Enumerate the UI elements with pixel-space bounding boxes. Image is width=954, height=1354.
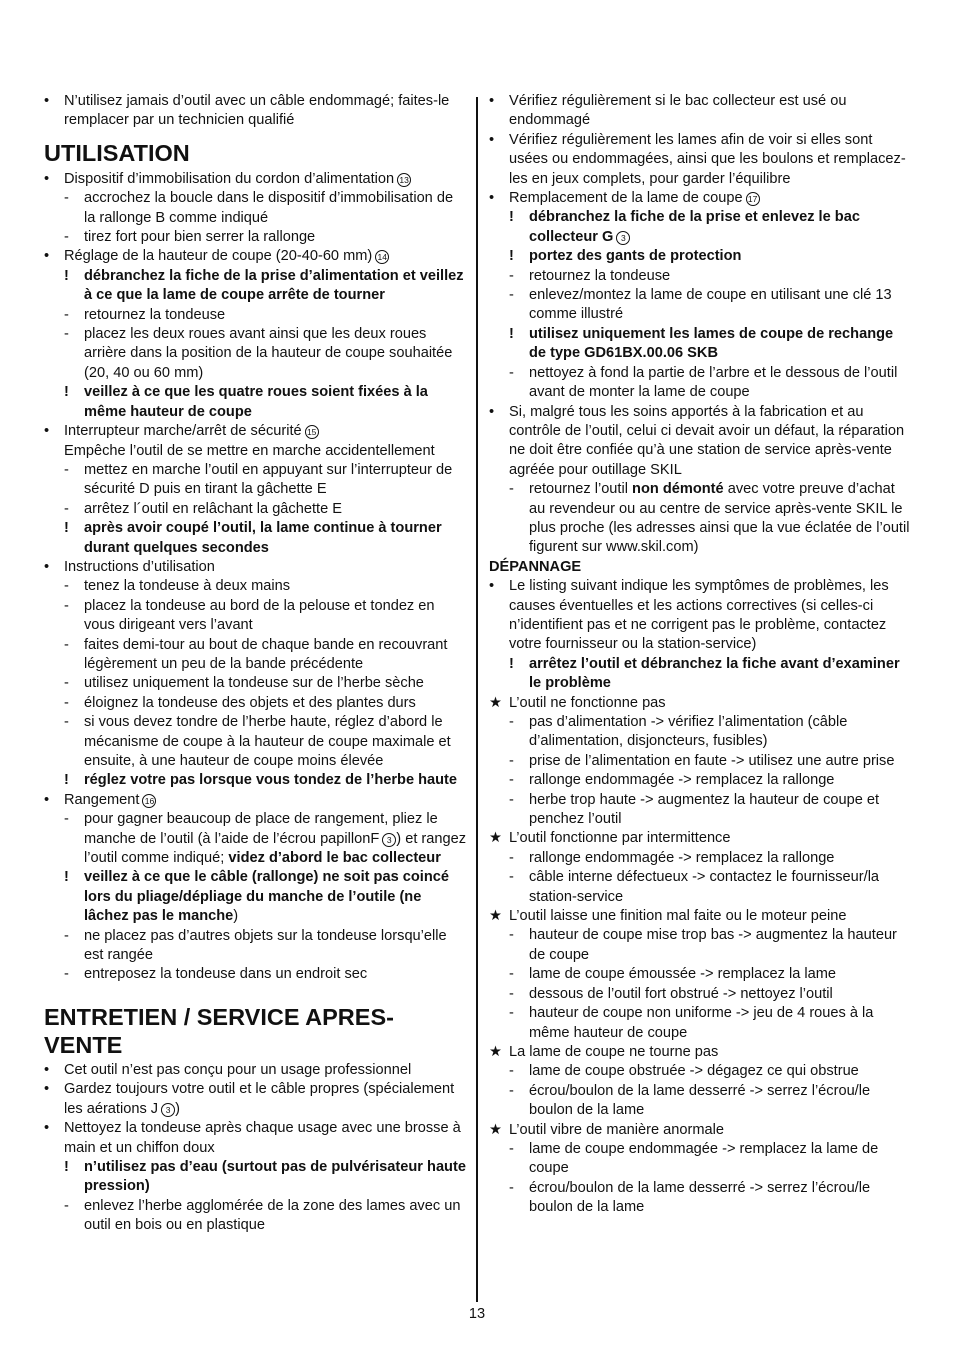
list-item: - herbe trop haute -> augmentez la hauteur de coupe et penchez l’outil bbox=[509, 791, 880, 828]
list-item: - si vous devez tondre de l’herbe haute, réglez d’abord le mécanisme de coupe à la hauteur de coupe maximale et ensuite, à une hauteur de coupe moins élevée bbox=[64, 714, 451, 769]
blade-replacement-item: • Remplacement de la lame de coupe 17 bbox=[489, 189, 913, 208]
list-item: - accrochez la boucle dans le dispositif d’immobilisation de la rallonge B comme indiqué bbox=[64, 190, 454, 226]
list-item: - tenez la tondeuse à deux mains bbox=[64, 578, 291, 595]
list-item: - lame de coupe endommagée -> remplacez la lame de coupe bbox=[509, 1140, 879, 1177]
list-item: - nettoyez à fond la partie de l’arbre et le dessous de l’outil avant de monter la lame de coupe bbox=[509, 364, 898, 401]
star-icon: ★ bbox=[489, 1043, 503, 1060]
left-column bbox=[44, 92, 468, 1236]
list-item: - enlevez/montez la lame de coupe en utilisant une clé 13 comme illustré bbox=[509, 287, 892, 323]
warning-item: ! veillez à ce que les quatre roues soient fixées à la même hauteur de coupe bbox=[64, 384, 428, 420]
figure-ref-circle: 13 bbox=[397, 173, 411, 187]
star-icon: ★ bbox=[489, 830, 503, 847]
list-item: - arrêtez l´outil en relâchant la gâchette E bbox=[64, 500, 342, 517]
list-item: - écrou/boulon de la lame desserré -> serrez l’écrou/le boulon de la lame bbox=[509, 1082, 871, 1119]
list-item: - rallonge endommagée -> remplacez la rallonge bbox=[509, 849, 835, 866]
section-title-entretien: ENTRETIEN / SERVICE APRES-VENTE bbox=[44, 1003, 394, 1058]
warning-item: ! après avoir coupé l’outil, la lame continue à tourner durant quelques secondes bbox=[64, 520, 442, 556]
section-title-utilisation: UTILISATION bbox=[44, 139, 190, 166]
list-item: - dessous de l’outil fort obstrué -> nettoyez l’outil bbox=[509, 985, 833, 1002]
star-icon: ★ bbox=[489, 694, 503, 711]
figure-ref-circle: 17 bbox=[746, 192, 760, 206]
switch-description: Empêche l’outil de se mettre en marche accidentellement bbox=[64, 442, 435, 459]
star-icon: ★ bbox=[489, 908, 503, 925]
list-item: - éloignez la tondeuse des objets et des plantes durs bbox=[64, 694, 416, 711]
warning-item: ! réglez votre pas lorsque vous tondez de l’herbe haute bbox=[64, 772, 458, 789]
warning-item: ! débranchez la fiche de la prise d’alimentation et veillez à ce que la lame de coupe arrête de tourner bbox=[64, 267, 464, 304]
list-item: - pas d’alimentation -> vérifiez l’alimentation (câble d’alimentation, disjoncteurs, fusibles) bbox=[509, 714, 848, 750]
warning-item: ! débranchez la fiche de la prise et enlevez le bac collecteur G 3 bbox=[509, 209, 860, 245]
problem-item: ★ L’outil laisse une finition mal faite ou le moteur peine bbox=[489, 907, 913, 926]
bullet-item: • Gardez toujours votre outil et le câble propres (spécialement les aérations J 3 ) bbox=[44, 1081, 455, 1117]
instructions-item: • Instructions d’utilisation bbox=[44, 558, 215, 575]
bullet-item: • N’utilisez jamais d’outil avec un câble endommagé; faites-le remplacer par un technicien qualifié bbox=[44, 93, 450, 129]
right-column bbox=[489, 92, 913, 1218]
list-item: - enlevez l’herbe agglomérée de la zone des lames avec un outil en bois ou en plastique bbox=[64, 1197, 461, 1234]
figure-ref-circle: 3 bbox=[382, 833, 396, 847]
problem-item: ★ L’outil fonctionne par intermittence bbox=[489, 829, 913, 848]
warning-item: ! portez des gants de protection bbox=[509, 248, 742, 265]
cord-lock-item: • Dispositif d’immobilisation du cordon d’alimentation 13 bbox=[44, 170, 468, 189]
list-item: - hauteur de coupe mise trop bas -> augmentez la hauteur de coupe bbox=[509, 927, 897, 963]
bullet-item: • Nettoyez la tondeuse après chaque usage avec une brosse à main et un chiffon doux bbox=[44, 1120, 461, 1156]
warning-item: ! utilisez uniquement les lames de coupe de rechange de type GD61BX.00.06 SKB bbox=[509, 325, 894, 362]
list-item: - hauteur de coupe non uniforme -> jeu de 4 roues à la même hauteur de coupe bbox=[509, 1005, 874, 1041]
list-item: - entreposez la tondeuse dans un endroit sec bbox=[64, 966, 368, 983]
figure-ref-circle: 16 bbox=[142, 794, 156, 808]
star-icon: ★ bbox=[489, 1121, 503, 1138]
column-divider bbox=[476, 97, 478, 1302]
bullet-item: • Le listing suivant indique les symptômes de problèmes, les causes éventuelles et les actions correctives (si celles-ci n’identifient pas et ne corrigent pas le problème, contactez votre fournisseur ou la station-service) bbox=[489, 578, 889, 653]
figure-ref-circle: 15 bbox=[305, 425, 319, 439]
list-item: - placez la tondeuse au bord de la pelouse et tondez en vous dirigeant vers l’avant bbox=[64, 597, 435, 634]
bullet-item: • Vérifiez régulièrement si le bac collecteur est usé ou endommagé bbox=[489, 93, 847, 129]
list-item: - retournez l’outil non démonté avec votre preuve d’achat au revendeur ou au centre de service après-vente SKIL le plus proche (les adresses ainsi que la vue éclatée de l’outil figurent sur www.skil.com) bbox=[509, 481, 910, 556]
page-number: 13 bbox=[468, 1306, 486, 1322]
list-item: - ne placez pas d’autres objets sur la tondeuse lorsqu’elle est rangée bbox=[64, 927, 447, 964]
list-item: - lame de coupe obstruée -> dégagez ce qui obstrue bbox=[509, 1063, 859, 1080]
list-item: - mettez en marche l’outil en appuyant sur l’interrupteur de sécurité D puis en tirant la gâchette E bbox=[64, 461, 453, 498]
problem-item: ★ L’outil vibre de manière anormale bbox=[489, 1121, 913, 1140]
list-item: - faites demi-tour au bout de chaque bande en recouvrant légèrement un peu de la bande précédente bbox=[64, 636, 448, 672]
list-item: - lame de coupe émoussée -> remplacez la lame bbox=[509, 966, 837, 983]
list-item: - retournez la tondeuse bbox=[64, 306, 226, 323]
warning-item: ! arrêtez l’outil et débranchez la fiche avant d’examiner le problème bbox=[509, 655, 900, 692]
storage-item: • Rangement 16 bbox=[44, 791, 468, 810]
warning-item: ! veillez à ce que le câble (rallonge) ne soit pas coincé lors du pliage/dépliage du manche de l’outile (ne lâchez pas le manche) bbox=[64, 869, 449, 925]
warning-item: ! n’utilisez pas d’eau (surtout pas de pulvérisateur haute pression) bbox=[64, 1158, 466, 1195]
figure-ref-circle: 3 bbox=[616, 231, 630, 245]
list-item: - rallonge endommagée -> remplacez la rallonge bbox=[509, 772, 835, 789]
figure-ref-circle: 3 bbox=[161, 1103, 175, 1117]
service-item: • Si, malgré tous les soins apportés à la fabrication et au contrôle de l’outil, celui ci devait avoir un défaut, la réparation ne doit être confiée qu’à une station de service après-vente agréée pour outillage SKIL bbox=[489, 403, 905, 478]
list-item: - retournez la tondeuse bbox=[509, 267, 671, 284]
switch-item: • Interrupteur marche/arrêt de sécurité 15 bbox=[44, 422, 468, 441]
list-item: - tirez fort pour bien serrer la rallonge bbox=[64, 229, 316, 246]
height-item: • Réglage de la hauteur de coupe (20-40-60 mm) 14 bbox=[44, 247, 468, 266]
problem-item: ★ La lame de coupe ne tourne pas bbox=[489, 1043, 913, 1062]
list-item: - câble interne défectueux -> contactez le fournisseur/la station-service bbox=[509, 869, 880, 905]
list-item: - prise de l’alimentation en faute -> utilisez une autre prise bbox=[509, 752, 895, 769]
bullet-item: • Cet outil n’est pas conçu pour un usage professionnel bbox=[44, 1061, 412, 1078]
list-item: - pour gagner beaucoup de place de rangement, pliez le manche de l’outil (à l’aide de l’écrou papillonF 3 ) et rangez l’outil comme indiqué; videz d’abord le bac collecteur bbox=[64, 811, 467, 867]
bullet-item: • Vérifiez régulièrement les lames afin de voir si elles sont usées ou endommagées, ainsi que les boulons et remplacez-les en jeux complets, pour garder l’équilibre bbox=[489, 131, 906, 187]
problem-item: ★ L’outil ne fonctionne pas bbox=[489, 694, 913, 713]
list-item: - placez les deux roues avant ainsi que les deux roues arrière dans la position de la hauteur de coupe souhaitée (20, 40 ou 60 mm) bbox=[64, 326, 453, 381]
section-title-depannage: DÉPANNAGE bbox=[489, 558, 582, 575]
figure-ref-circle: 14 bbox=[375, 250, 389, 264]
list-item: - écrou/boulon de la lame desserré -> serrez l’écrou/le boulon de la lame bbox=[509, 1179, 871, 1216]
list-item: - utilisez uniquement la tondeuse sur de l’herbe sèche bbox=[64, 675, 424, 692]
